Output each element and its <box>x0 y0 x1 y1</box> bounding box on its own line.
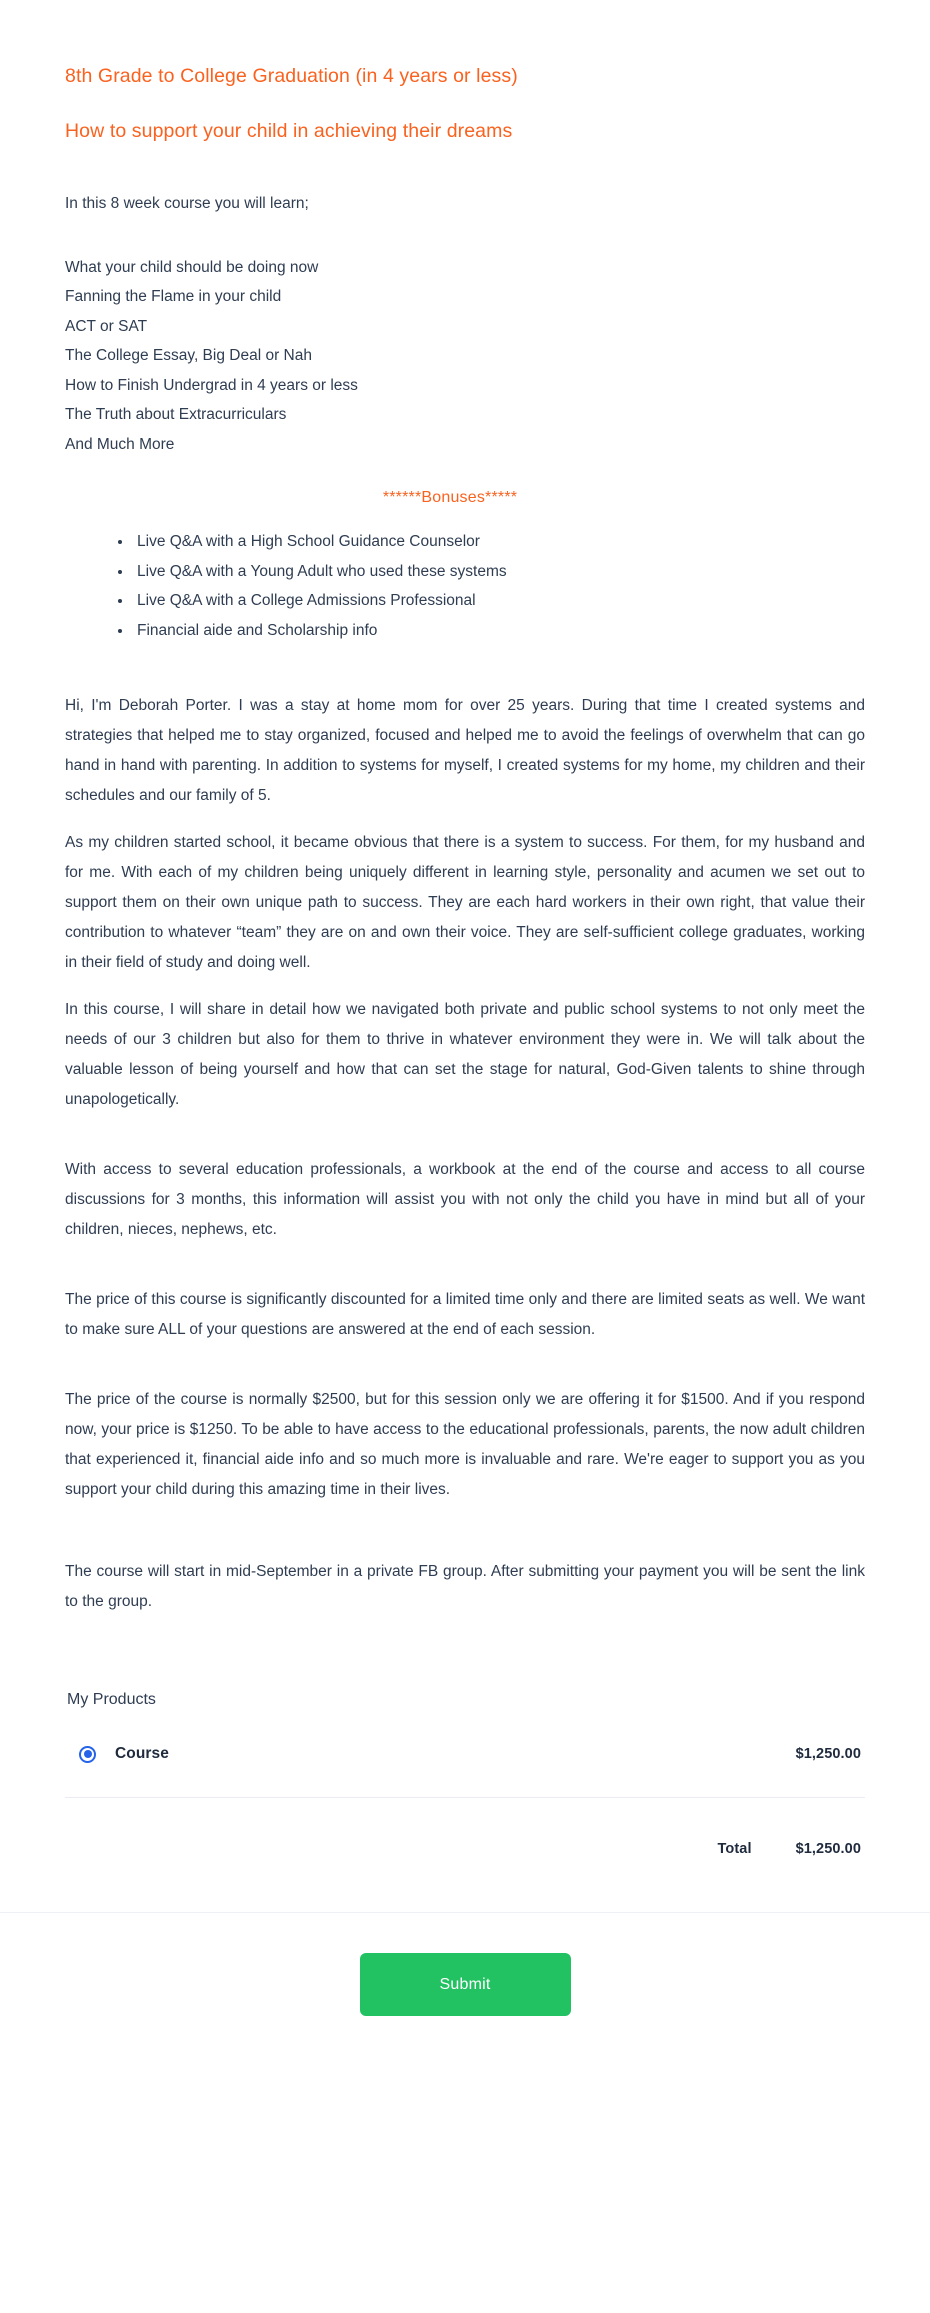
bonus-list <box>65 527 865 645</box>
topic-item: How to Finish Undergrad in 4 years or less <box>65 376 358 394</box>
product-option-row[interactable] <box>65 1745 865 1763</box>
products-section <box>0 1691 930 1857</box>
story-paragraph: As my children started school, it became obvious that there is a system to success. For them, for my husband and for me. With each of my children being uniquely different in learning style, personality and acumen we set out to support them on their own unique path to success. They are each hard workers in their own right, that value their contribution to whatever “team” they are on and own their voice. They are self-sufficient college graduates, working in their field of study and doing well. <box>65 834 865 972</box>
topic-item: Fanning the Flame in your child <box>65 288 282 306</box>
topic-item: What your child should be doing now <box>65 258 319 276</box>
topic-item: The Truth about Extracurriculars <box>65 406 287 424</box>
story-paragraph: In this course, I will share in detail how we navigated both private and public school systems to not only meet the needs of our 3 children but also for them to thrive in whatever environment they were in. We will talk about the valuable lesson of being yourself and how that can set the stage for natural, God-Given talents to shine through unapologetically. <box>65 1001 865 1109</box>
bonus-list-item: • Financial aide and Scholarship info <box>133 616 865 646</box>
story-paragraph: With access to several education professionals, a workbook at the end of the course and access to all course discussions for 3 months, this information will assist you with not only the child you have in mind but all of your children, nieces, nephews, etc. <box>65 1161 865 1239</box>
bonus-list-item: • Live Q&A with a High School Guidance Counselor <box>133 527 865 557</box>
products-divider <box>65 1797 865 1798</box>
topic-item: And Much More <box>65 435 175 453</box>
offer-headline-secondary: How to support your child in achieving their dreams <box>65 120 513 143</box>
products-section-title: My Products <box>67 1691 156 1709</box>
top-spacer <box>65 0 865 40</box>
product-radio-selected-icon[interactable] <box>79 1746 96 1763</box>
story-paragraph: The price of the course is normally $2500, but for this session only we are offering it for $1500. And if you respond now, your price is $1250. To be able to have access to the educational professionals, parents, the now adult children that experienced it, financial aide info and so much more is invaluable and rare. We're eager to support you as you support your child during this amazing time in their lives. <box>65 1391 865 1499</box>
offer-headline-primary: 8th Grade to College Graduation (in 4 years or less) <box>65 65 518 87</box>
story-paragraph: The price of this course is significantly discounted for a limited time only and there are limited seats as well. We want to make sure ALL of your questions are answered at the end of each session. <box>65 1291 865 1339</box>
bonus-list-item: • Live Q&A with a College Admissions Professional <box>133 586 865 616</box>
course-intro-line: In this 8 week course you will learn; <box>65 194 309 212</box>
story-paragraph: The course will start in mid-September in a private FB group. After submitting your payment you will be sent the link to the group. <box>65 1563 865 1611</box>
offer-story <box>65 645 865 1617</box>
order-total-label: Total <box>717 1841 752 1858</box>
topic-item: ACT or SAT <box>65 317 148 335</box>
product-name-label: Course <box>115 1745 170 1763</box>
topic-item: The College Essay, Big Deal or Nah <box>65 347 312 365</box>
submit-button-container <box>0 1913 930 2016</box>
bonus-list-item: • Live Q&A with a Young Adult who used these systems <box>133 557 865 587</box>
course-topic-list <box>65 215 865 460</box>
product-price-value: $1,250.00 <box>795 1746 861 1763</box>
bonuses-heading: ******Bonuses***** <box>382 489 518 507</box>
order-total-value: $1,250.00 <box>795 1841 861 1858</box>
order-total-row <box>65 1841 865 1857</box>
submit-button[interactable]: Submit <box>360 1953 571 2016</box>
story-paragraph: Hi, I'm Deborah Porter. I was a stay at home mom for over 25 years. During that time I created systems and strategies that helped me to stay organized, focused and helped me to avoid the feelings of overwhelm that can go hand in hand with parenting. In addition to systems for myself, I created systems for my home, my children and their schedules and our family of 5. <box>65 697 865 805</box>
